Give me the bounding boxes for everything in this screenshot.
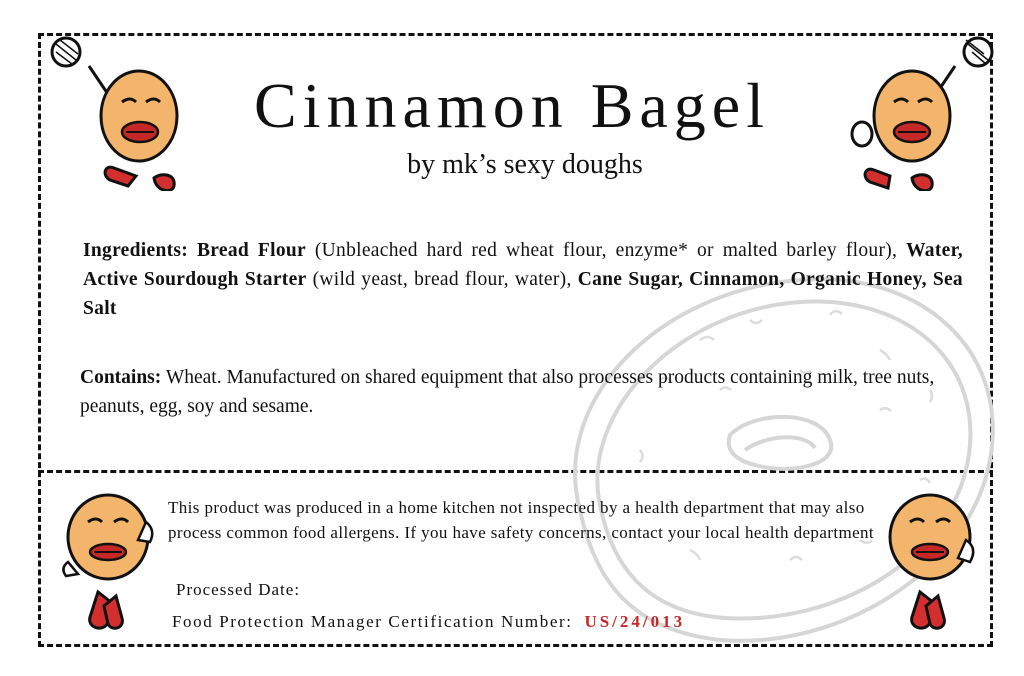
ingredient-detail: (wild yeast, bread flour, water), bbox=[312, 269, 572, 290]
ingredient-name: Bread Flour bbox=[196, 240, 306, 261]
product-title: Cinnamon Bagel bbox=[254, 70, 770, 141]
contains-heading: Contains: bbox=[80, 367, 162, 388]
ingredients-section bbox=[83, 236, 963, 323]
bagel-mascot-icon bbox=[58, 492, 158, 637]
contains-text: Wheat. Manufactured on shared equipment that also processes products containing milk, tree nuts, peanuts, egg, soy and sesame. bbox=[80, 367, 935, 417]
certification-label: Food Protection Manager Certification Number: bbox=[172, 612, 573, 631]
ingredient-detail: (Unbleached hard red wheat flour, enzyme* or malted barley flour), bbox=[314, 240, 898, 261]
allergen-section bbox=[80, 363, 970, 421]
ingredient-name: Cane Sugar, Cinnamon, Organic Honey, Sea Salt bbox=[83, 269, 963, 319]
certification-number: US/24/013 bbox=[584, 612, 686, 631]
home-kitchen-disclaimer: This product was produced in a home kitchen not inspected by a health department that may also process common food allergens. If you have safety concerns, contact your local health department bbox=[168, 498, 875, 542]
processed-date-label: Processed Date: bbox=[176, 580, 301, 599]
ingredients-heading: Ingredients: bbox=[83, 240, 189, 261]
brand-subtitle: by mk’s sexy doughs bbox=[407, 149, 643, 180]
certification-line bbox=[172, 612, 685, 632]
bagel-mascot-icon bbox=[880, 492, 980, 637]
ingredient-name: Water, Active Sourdough Starter bbox=[83, 240, 963, 290]
